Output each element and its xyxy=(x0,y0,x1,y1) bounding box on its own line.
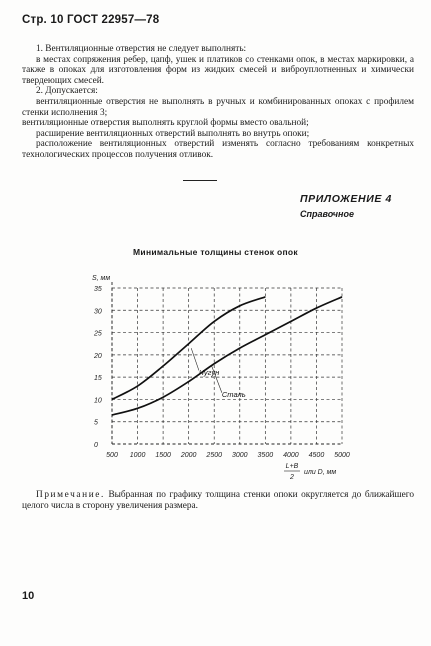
x-tick-label: 5000 xyxy=(334,452,350,459)
x-tick-label: 3500 xyxy=(257,452,274,459)
x-tick-label: 4500 xyxy=(308,452,325,459)
paragraph: расположение вентиляционных отверстий изменять согласно требованиям конкретных технологических процессов получения отливок. xyxy=(22,139,414,160)
paragraph: 2. Допускается: xyxy=(36,86,98,97)
y-tick-label: 35 xyxy=(94,286,102,293)
x-tick-label: 2500 xyxy=(206,452,223,459)
series-label: Чугун xyxy=(198,367,220,377)
paragraph: вентиляционные отверстия не выполнять в ручных и комбинированных опоках с профилем стенки исполнения 3; xyxy=(22,96,414,118)
y-tick-label: 30 xyxy=(94,308,102,316)
y-tick-label: 15 xyxy=(94,375,102,383)
x-tick-label: 1500 xyxy=(155,452,171,459)
y-tick-label: 20 xyxy=(94,352,102,360)
note xyxy=(22,490,414,512)
x-tick-label: 4000 xyxy=(283,452,299,459)
y-tick-label: 25 xyxy=(94,330,102,338)
note-label: Примечание. xyxy=(36,490,105,500)
paragraph: 1. Вентиляционные отверстия не следует выполнять: xyxy=(36,44,247,54)
appendix-title: ПРИЛОЖЕНИЕ 4 xyxy=(300,193,392,205)
page-number: 10 xyxy=(22,590,35,602)
x-tick-label: 2000 xyxy=(180,452,197,459)
series-label-leader xyxy=(191,348,199,370)
paragraph: в местах сопряжения ребер, цапф, ушек и платиков со стенками опок, в местах маркировки, а также в опоках для изготовления форм из жидких смесей и виброуплотненных и химически твердеющих смесей. xyxy=(22,54,414,86)
paragraph: расширение вентиляционных отверстий выполнять во внутрь опоки; xyxy=(36,128,310,139)
series-label: Сталь xyxy=(221,390,246,400)
note-text: Выбранная по графику толщина стенки опоки округляется до ближайшего целого числа в сторону увеличения размера. xyxy=(22,490,415,511)
x-axis-label-denominator: 2 xyxy=(290,474,294,481)
paragraph: вентиляционные отверстия выполнять круглой формы вместо овальной; xyxy=(22,118,309,129)
x-axis-label-tail: или D, мм xyxy=(304,469,337,476)
appendix-subtitle: Справочное xyxy=(300,209,354,219)
y-tick-label: 5 xyxy=(94,419,98,427)
x-tick-label: 3000 xyxy=(231,452,248,459)
y-tick-label: 0 xyxy=(94,442,98,449)
page-header: Стр. 10 ГОСТ 22957—78 xyxy=(22,14,160,26)
y-tick-label: 10 xyxy=(94,397,102,405)
chart-title: Минимальные толщины стенок опок xyxy=(133,247,298,257)
x-tick-label: 500 xyxy=(106,452,118,459)
y-axis-label: S, мм xyxy=(92,275,111,282)
x-axis-label-numerator: L+B xyxy=(285,463,299,470)
x-tick-label: 1000 xyxy=(129,452,146,459)
